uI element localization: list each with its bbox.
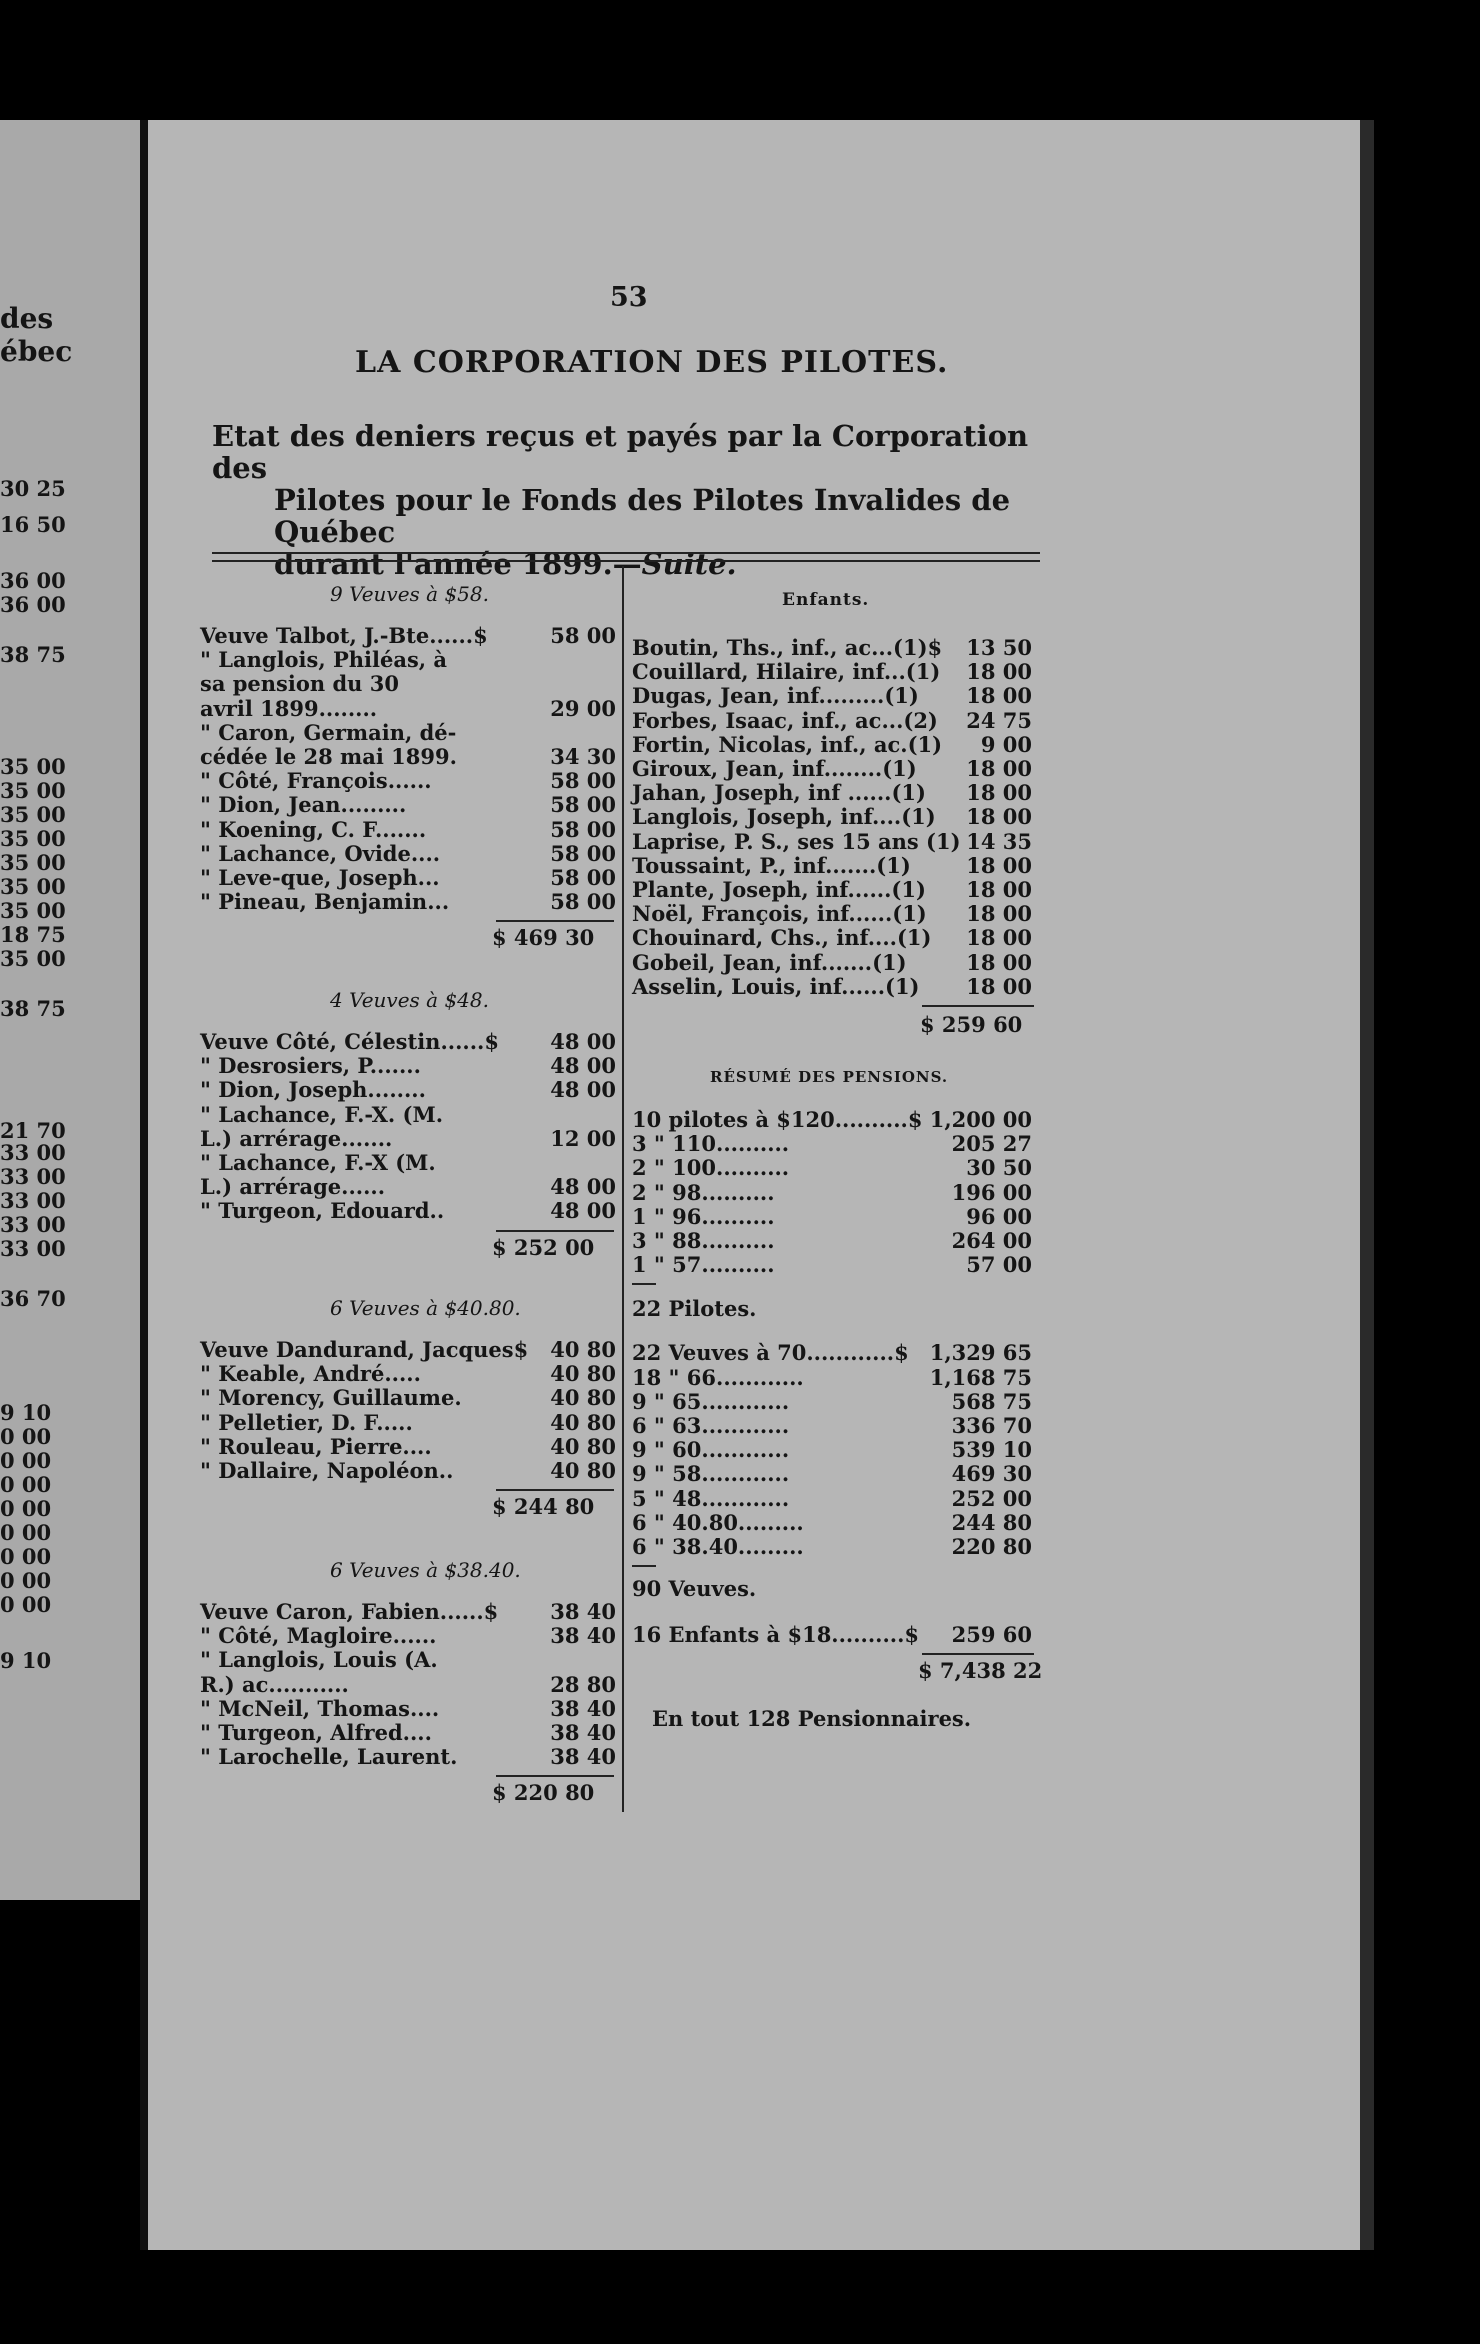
- veuves-count: 90 Veuves.: [632, 1576, 757, 1602]
- widow-rate-row: 6 " 63............: [632, 1413, 790, 1438]
- edge-fragment: 33 00: [0, 1140, 66, 1165]
- widow-name: sa pension du 30: [200, 671, 399, 697]
- child-amount: 9 00: [980, 731, 1032, 757]
- widow-rate-row: 22 Veuves à 70............$: [632, 1340, 909, 1366]
- pilot-rate-amount: 264 00: [951, 1228, 1032, 1253]
- widow-amount: 28 80: [550, 1671, 616, 1697]
- child-amount: 18 00: [966, 901, 1032, 927]
- widow-name: " Côté, Magloire......: [200, 1623, 437, 1649]
- child-name: Asselin, Louis, inf......(1): [632, 973, 920, 999]
- widow-amount: 40 80: [550, 1458, 616, 1483]
- total-rule: [496, 1775, 614, 1777]
- edge-fragment: 36 00: [0, 568, 66, 593]
- child-name: Plante, Joseph, inf......(1): [632, 877, 926, 902]
- pilot-rate-row: 3 " 110..........: [632, 1131, 790, 1157]
- group-total: $ 244 80: [492, 1494, 595, 1520]
- widow-name: " Leve-que, Joseph...: [200, 865, 440, 890]
- widow-name: " Lachance, F.-X (M.: [200, 1150, 436, 1175]
- group-heading: 6 Veuves à $38.40.: [330, 1558, 521, 1582]
- intro-line1: des deniers reçus et payés par la Corporation des: [212, 419, 1029, 485]
- widow-rate-amount: 1,329 65: [929, 1340, 1032, 1366]
- edge-fragment: 35 00: [0, 802, 66, 827]
- widow-rate-amount: 220 80: [951, 1534, 1032, 1559]
- edge-fragment: 21 70: [0, 1118, 66, 1143]
- edge-fragment: 30 25: [0, 476, 66, 501]
- widow-name: " Turgeon, Alfred....: [200, 1720, 432, 1745]
- widow-name: " Lachance, F.-X. (M.: [200, 1101, 444, 1127]
- widow-rate-row: 9 " 65............: [632, 1388, 790, 1414]
- pilot-rate-row: 10 pilotes à $120..........$: [632, 1107, 923, 1132]
- child-name: Boutin, Ths., inf., ac...(1)$: [632, 635, 943, 660]
- grand-total: $ 7,438 22: [918, 1658, 1043, 1684]
- edge-fragment: 33 00: [0, 1236, 66, 1261]
- child-amount: 24 75: [966, 707, 1032, 733]
- child-name: Toussaint, P., inf.......(1): [632, 852, 911, 878]
- widow-rate-row: 9 " 58............: [632, 1461, 790, 1487]
- widow-rate-amount: 244 80: [951, 1509, 1032, 1535]
- child-amount: 18 00: [966, 756, 1032, 781]
- edge-fragment: 9 10: [0, 1400, 52, 1425]
- widow-name: Veuve Dandurand, Jacques$: [200, 1337, 529, 1362]
- enfants-total: $ 259 60: [920, 1012, 1023, 1037]
- child-name: Laprise, P. S., ses 15 ans (1): [632, 828, 961, 854]
- pilotes-count: 22 Pilotes.: [632, 1296, 757, 1322]
- child-amount: 18 00: [966, 780, 1032, 806]
- edge-fragment: 9 10: [0, 1648, 52, 1673]
- intro-paragraph: [212, 420, 1042, 580]
- widow-amount: 38 40: [550, 1599, 616, 1624]
- child-amount: 13 50: [966, 635, 1032, 660]
- intro-suite: Suite.: [641, 547, 737, 581]
- widow-name: " Morency, Guillaume.: [200, 1385, 462, 1411]
- widow-name: " Dion, Joseph........: [200, 1077, 426, 1103]
- widow-amount: 58 00: [550, 816, 616, 842]
- previous-page-edge: [0, 120, 140, 1900]
- widow-amount: 58 00: [550, 623, 616, 648]
- top-rule: [212, 552, 1040, 554]
- widow-amount: 12 00: [550, 1125, 616, 1151]
- edge-fragment: 35 00: [0, 850, 66, 875]
- widow-name: cédée le 28 mai 1899.: [200, 744, 457, 769]
- group-total: $ 220 80: [492, 1780, 595, 1806]
- widow-rate-amount: 539 10: [951, 1437, 1032, 1463]
- widow-name: Veuve Talbot, J.-Bte......$: [200, 623, 488, 648]
- page-edge-shadow: [1360, 120, 1374, 2250]
- edge-fragment: 16 50: [0, 512, 66, 537]
- widow-name: " Pineau, Benjamin...: [200, 889, 450, 915]
- widow-name: " Turgeon, Edouard..: [200, 1198, 445, 1224]
- widow-rate-row: 6 " 38.40.........: [632, 1534, 804, 1559]
- widow-amount: 58 00: [550, 865, 616, 890]
- widow-rate-amount: 336 70: [951, 1413, 1032, 1438]
- child-amount: 18 00: [966, 659, 1032, 685]
- widow-name: " Larochelle, Laurent.: [200, 1744, 458, 1770]
- page-title: LA CORPORATION DES PILOTES.: [355, 345, 949, 380]
- widow-name: " McNeil, Thomas....: [200, 1695, 440, 1721]
- edge-fragment: des: [0, 302, 54, 335]
- widow-name: avril 1899........: [200, 695, 378, 721]
- edge-fragment: 35 00: [0, 946, 66, 971]
- widow-amount: 48 00: [550, 1198, 616, 1224]
- edge-fragment: 18 75: [0, 922, 66, 947]
- child-name: Langlois, Joseph, inf....(1): [632, 804, 936, 830]
- count-rule: [632, 1565, 656, 1567]
- child-amount: 18 00: [966, 925, 1032, 951]
- widow-name: " Pelletier, D. F.....: [200, 1409, 413, 1435]
- child-amount: 18 00: [966, 949, 1032, 975]
- widow-name: " Desrosiers, P.......: [200, 1053, 421, 1079]
- child-name: Chouinard, Chs., inf....(1): [632, 925, 932, 951]
- pilot-rate-amount: 205 27: [951, 1131, 1032, 1157]
- child-name: Fortin, Nicolas, inf., ac.(1): [632, 731, 943, 757]
- edge-fragment: 38 75: [0, 642, 66, 667]
- widow-amount: 38 40: [550, 1695, 616, 1721]
- widow-name: L.) arrérage......: [200, 1174, 386, 1200]
- child-amount: 14 35: [966, 828, 1032, 854]
- total-rule: [496, 920, 614, 922]
- edge-fragment: 35 00: [0, 874, 66, 899]
- pilot-rate-amount: 57 00: [966, 1252, 1032, 1278]
- widow-name: " Lachance, Ovide....: [200, 840, 441, 866]
- widow-name: " Keable, André.....: [200, 1361, 421, 1387]
- child-amount: 18 00: [966, 683, 1032, 709]
- widow-amount: 40 80: [550, 1385, 616, 1411]
- child-amount: 18 00: [966, 877, 1032, 902]
- widow-rate-amount: 469 30: [951, 1461, 1032, 1487]
- widow-amount: 48 00: [550, 1077, 616, 1103]
- widow-amount: 58 00: [550, 768, 616, 794]
- child-amount: 18 00: [966, 852, 1032, 878]
- edge-fragment: ébec: [0, 335, 73, 368]
- widow-amount: 38 40: [550, 1623, 616, 1649]
- enfants-rate-amount: 259 60: [951, 1622, 1032, 1648]
- pilot-rate-row: 2 " 100..........: [632, 1155, 790, 1181]
- group-heading: 4 Veuves à $48.: [330, 988, 489, 1012]
- edge-fragment: 0 00: [0, 1424, 52, 1449]
- widow-name: " Koening, C. F.......: [200, 816, 427, 842]
- resume-heading: RÉSUMÉ DES PENSIONS.: [710, 1068, 949, 1086]
- widow-amount: 40 80: [550, 1337, 616, 1362]
- edge-fragment: 33 00: [0, 1212, 66, 1237]
- widow-rate-row: 6 " 40.80.........: [632, 1509, 804, 1535]
- child-name: Gobeil, Jean, inf.......(1): [632, 949, 907, 975]
- pilot-rate-row: 1 " 96..........: [632, 1203, 775, 1229]
- enfants-heading: Enfants.: [782, 590, 870, 610]
- intro-line3: durant l'année 1899.—: [274, 547, 642, 581]
- child-amount: 18 00: [966, 804, 1032, 830]
- child-name: Noël, François, inf......(1): [632, 901, 927, 927]
- widow-amount: 58 00: [550, 889, 616, 915]
- pilot-rate-amount: 196 00: [951, 1179, 1032, 1205]
- edge-fragment: 35 00: [0, 898, 66, 923]
- intro-line2: Pilotes pour le Fonds des Pilotes Invalides de Québec: [274, 483, 1011, 549]
- count-rule: [632, 1283, 656, 1285]
- widow-name: Veuve Côté, Célestin......$: [200, 1029, 499, 1054]
- group-heading: 6 Veuves à $40.80.: [330, 1296, 521, 1320]
- page-number: 53: [610, 282, 648, 313]
- widow-amount: 48 00: [550, 1053, 616, 1079]
- widow-amount: 48 00: [550, 1174, 616, 1200]
- edge-fragment: 33 00: [0, 1164, 66, 1189]
- widow-name: " Rouleau, Pierre....: [200, 1433, 432, 1459]
- child-name: Couillard, Hilaire, inf...(1): [632, 659, 941, 685]
- widow-name: " Dallaire, Napoléon..: [200, 1458, 454, 1483]
- widow-amount: 40 80: [550, 1409, 616, 1435]
- pilot-rate-amount: 30 50: [966, 1155, 1032, 1181]
- widow-amount: 40 80: [550, 1433, 616, 1459]
- edge-fragment: 36 00: [0, 592, 66, 617]
- widow-rate-row: 18 " 66............: [632, 1364, 804, 1390]
- widow-name: R.) ac...........: [200, 1671, 349, 1697]
- enfants-rate-row: 16 Enfants à $18..........$: [632, 1622, 920, 1648]
- total-rule: [922, 1005, 1034, 1007]
- widow-name: " Langlois, Louis (A.: [200, 1647, 438, 1673]
- widow-amount: 38 40: [550, 1720, 616, 1745]
- pilot-rate-row: 2 " 98..........: [632, 1179, 775, 1205]
- group-heading: 9 Veuves à $58.: [330, 582, 489, 606]
- pilot-rate-amount: 1,200 00: [929, 1107, 1032, 1132]
- child-amount: 18 00: [966, 973, 1032, 999]
- widow-name: Veuve Caron, Fabien......$: [200, 1599, 499, 1624]
- widow-name: " Côté, François......: [200, 768, 432, 794]
- widow-amount: 58 00: [550, 792, 616, 818]
- pilot-rate-amount: 96 00: [966, 1203, 1032, 1229]
- widow-rate-amount: 1,168 75: [929, 1364, 1032, 1390]
- edge-fragment: 35 00: [0, 826, 66, 851]
- column-divider: [622, 566, 624, 1812]
- widow-name: " Dion, Jean.........: [200, 792, 407, 818]
- top-rule-2: [212, 560, 1040, 562]
- child-name: Jahan, Joseph, inf ......(1): [632, 780, 926, 806]
- widow-amount: 38 40: [550, 1744, 616, 1770]
- intro-lead: Etat: [212, 419, 280, 453]
- widow-name: " Caron, Germain, dé-: [200, 719, 457, 745]
- child-name: Forbes, Isaac, inf., ac...(2): [632, 707, 938, 733]
- edge-fragment: 0 00: [0, 1472, 52, 1497]
- edge-fragment: 0 00: [0, 1592, 52, 1617]
- widow-amount: 58 00: [550, 840, 616, 866]
- widow-rate-amount: 252 00: [951, 1485, 1032, 1511]
- widow-rate-amount: 568 75: [951, 1388, 1032, 1414]
- widow-amount: 48 00: [550, 1029, 616, 1054]
- widow-amount: 34 30: [550, 744, 616, 769]
- edge-fragment: 38 75: [0, 996, 66, 1021]
- widow-amount: 40 80: [550, 1361, 616, 1387]
- en-tout-line: En tout 128 Pensionnaires.: [652, 1706, 972, 1732]
- edge-fragment: 0 00: [0, 1448, 52, 1473]
- edge-fragment: 33 00: [0, 1188, 66, 1213]
- edge-fragment: 0 00: [0, 1520, 52, 1545]
- edge-fragment: 35 00: [0, 754, 66, 779]
- widow-rate-row: 9 " 60............: [632, 1437, 790, 1463]
- widow-name: " Langlois, Philéas, à: [200, 647, 448, 673]
- total-rule: [496, 1489, 614, 1491]
- edge-fragment: 0 00: [0, 1568, 52, 1593]
- pilot-rate-row: 1 " 57..........: [632, 1252, 775, 1278]
- pilot-rate-row: 3 " 88..........: [632, 1228, 775, 1253]
- widow-amount: 29 00: [550, 695, 616, 721]
- edge-fragment: 0 00: [0, 1496, 52, 1521]
- total-rule: [922, 1653, 1034, 1655]
- edge-fragment: 0 00: [0, 1544, 52, 1569]
- group-total: $ 469 30: [492, 925, 595, 951]
- group-total: $ 252 00: [492, 1234, 595, 1260]
- edge-fragment: 36 70: [0, 1286, 66, 1311]
- child-name: Dugas, Jean, inf.........(1): [632, 683, 919, 709]
- total-rule: [496, 1230, 614, 1232]
- widow-rate-row: 5 " 48............: [632, 1485, 790, 1511]
- child-name: Giroux, Jean, inf........(1): [632, 756, 917, 781]
- widow-name: L.) arrérage.......: [200, 1125, 393, 1151]
- edge-fragment: 35 00: [0, 778, 66, 803]
